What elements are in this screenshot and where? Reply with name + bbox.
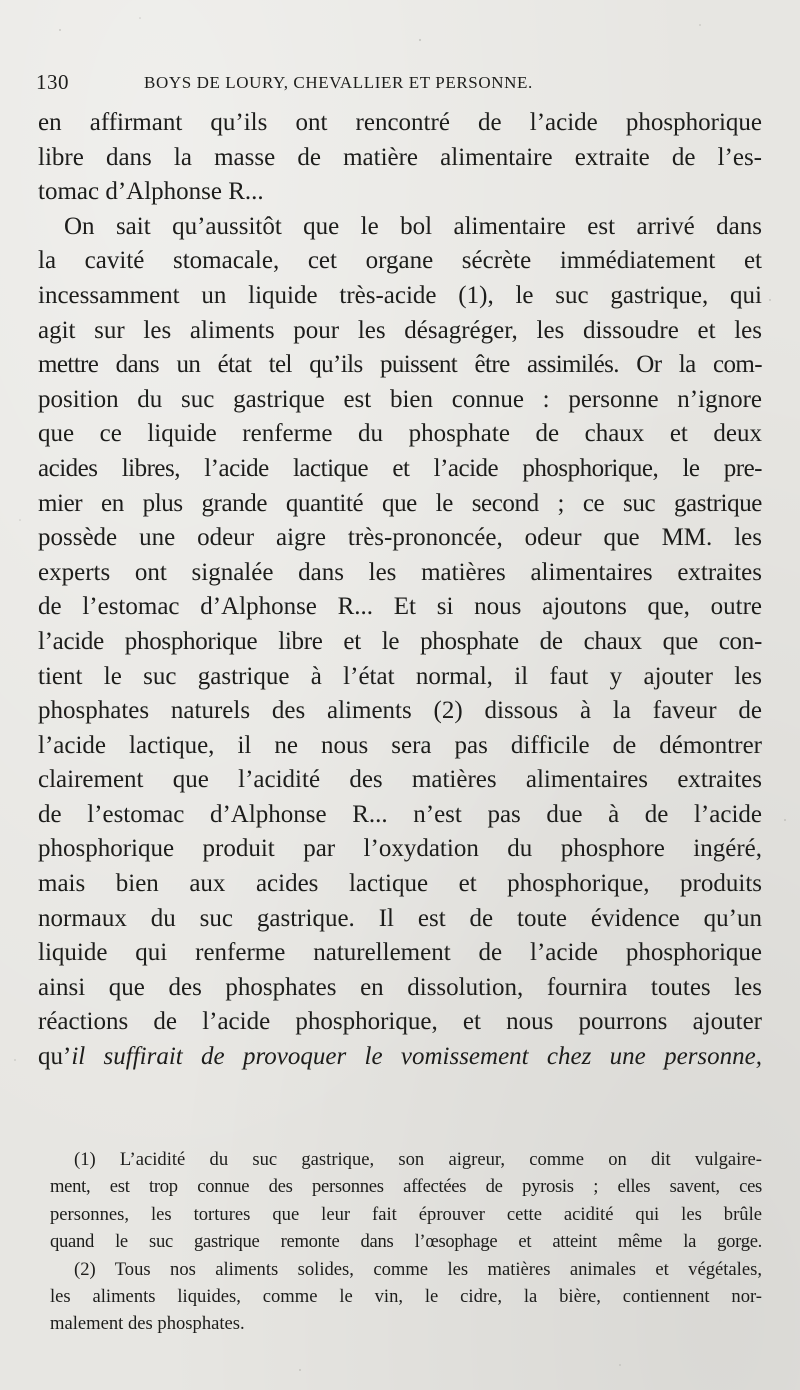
italic-fragment: il suffirait de provoquer le vomissement chez une personne, [71,1043,762,1071]
text-line: tient le suc gastrique à l’état normal, il faut y ajouter les [38,662,762,690]
footnote-1-line: quand le suc gastrique remonte dans l’œsophage et atteint même la gorge. [50,1231,762,1253]
footnote-1-line: (1) L’acidité du suc gastrique, son aigreur, comme on dit vulgaire- [74,1149,762,1170]
text-line: libre dans la masse de matière alimentaire extraite de l’es- [38,143,762,171]
footnotes [50,1146,762,1338]
text-line: que ce liquide renferme du phosphate de chaux et deux [38,420,762,448]
text-line: phosphorique produit par l’oxydation du phosphore ingéré, [38,835,762,863]
footnote-2-line: (2) Tous nos aliments solides, comme les matières animales et végétales, [74,1258,762,1280]
body-text [38,106,762,1075]
text-line-italic [38,1040,762,1075]
text-line: clairement que l’acidité des matières alimentaires extraites [38,766,762,794]
text-line: liquide qui renferme naturellement de l’acide phosphorique [38,939,762,967]
text-line: mettre dans un état tel qu’ils puissent être assimilés. Or la com- [38,351,762,379]
footnote-2-line: les aliments liquides, comme le vin, le cidre, la bière, contiennent nor- [50,1285,762,1307]
text-line: agit sur les aliments pour les désagréger, les dissoudre et les [38,316,762,344]
footnote-2-line: malement des phosphates. [50,1313,245,1335]
running-head: BOYS DE LOURY, CHEVALLIER ET PERSONNE. [144,73,533,92]
text-line: mier en plus grande quantité que le second ; ce suc gastrique [38,489,762,517]
text-line: possède une odeur aigre très-prononcée, odeur que MM. les [38,524,762,552]
footnote-1-line: ment, est trop connue des personnes affectées de pyrosis ; elles savent, ces [50,1176,762,1198]
footnote-1-line: personnes, les tortures que leur fait éprouver cette acidité qui les brûle [50,1203,762,1225]
text-line: ainsi que des phosphates en dissolution, fournira toutes les [38,973,762,1001]
text-line: en affirmant qu’ils ont rencontré de l’acide phosphorique [38,109,762,136]
paragraph-first-line: On sait qu’aussitôt que le bol alimentaire est arrivé dans [64,212,762,240]
text-line: de l’estomac d’Alphonse R... n’est pas due à de l’acide [38,800,762,828]
text-line: normaux du suc gastrique. Il est de toute évidence qu’un [38,904,762,932]
text-line: de l’estomac d’Alphonse R... Et si nous ajoutons que, outre [38,593,762,621]
text-line: l’acide lactique, il ne nous sera pas difficile de démontrer [38,731,762,759]
text-line: incessamment un liquide très-acide (1), le suc gastrique, qui [38,281,762,309]
text-line: la cavité stomacale, cet organe sécrète immédiatement et [38,247,762,275]
text-line: tomac d’Alphonse R... [38,178,264,206]
roman-fragment: qu’ [38,1043,72,1071]
page-number: 130 [36,70,69,94]
text-line: acides libres, l’acide lactique et l’acide phosphorique, le pre- [38,454,762,482]
page-header [36,70,736,102]
text-line: mais bien aux acides lactique et phosphorique, produits [38,870,762,898]
text-line: réactions de l’acide phosphorique, et nous pourrons ajouter [38,1008,762,1036]
text-line: experts ont signalée dans les matières alimentaires extraites [38,558,762,586]
text-line: l’acide phosphorique libre et le phosphate de chaux que con- [38,627,762,655]
text-line: position du suc gastrique est bien connue : personne n’ignore [38,385,762,413]
text-line: phosphates naturels des aliments (2) dissous à la faveur de [38,697,762,725]
